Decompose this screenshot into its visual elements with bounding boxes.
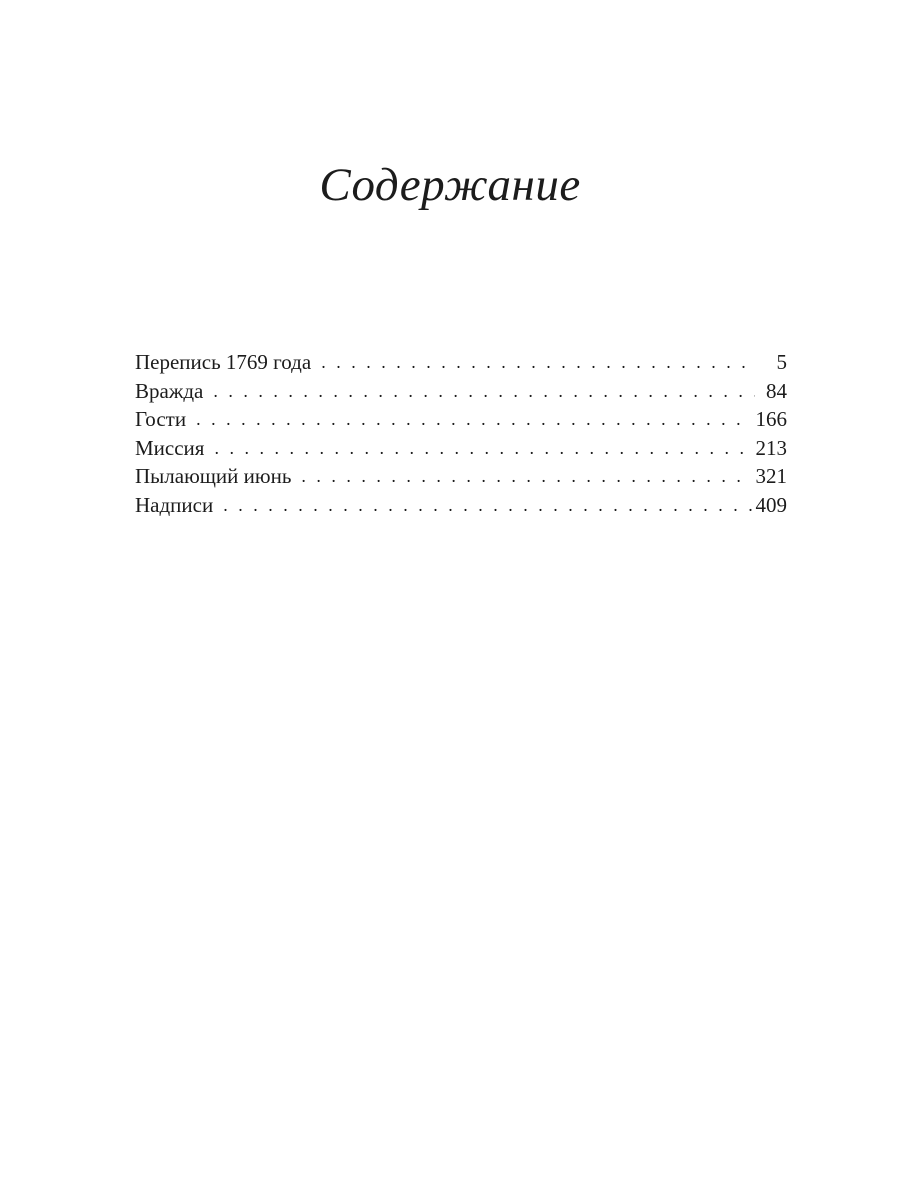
dot-leader [321,348,755,377]
toc-entry [135,462,787,491]
toc-entry [135,491,787,520]
dot-leader [213,377,755,406]
dot-leader [214,434,751,463]
dot-leader [223,491,751,520]
toc-entry-page-number: 409 [755,492,787,517]
toc-entry-page-number: 84 [766,378,787,403]
toc-entry-page-number: 321 [755,464,787,489]
toc-entry [135,405,787,434]
toc-entry [135,434,787,463]
toc-entry-title: Надписи [135,492,214,517]
dot-leader [301,462,751,491]
toc-entry-page-number: 166 [755,407,787,432]
toc-entry-title: Пылающий июнь [135,464,292,489]
toc-entry [135,348,787,377]
toc-entry [135,377,787,406]
toc-entry-title: Миссия [135,435,205,460]
toc-entry-title: Вражда [135,378,204,403]
toc-entry-title: Гости [135,407,187,432]
page-title: Содержание [319,159,581,211]
toc-entry-title: Перепись 1769 года [135,350,312,374]
dot-leader [196,405,751,434]
toc-entry-page-number: 213 [755,435,787,460]
toc-entry-page-number: 5 [776,350,787,374]
table-of-contents [135,348,787,520]
